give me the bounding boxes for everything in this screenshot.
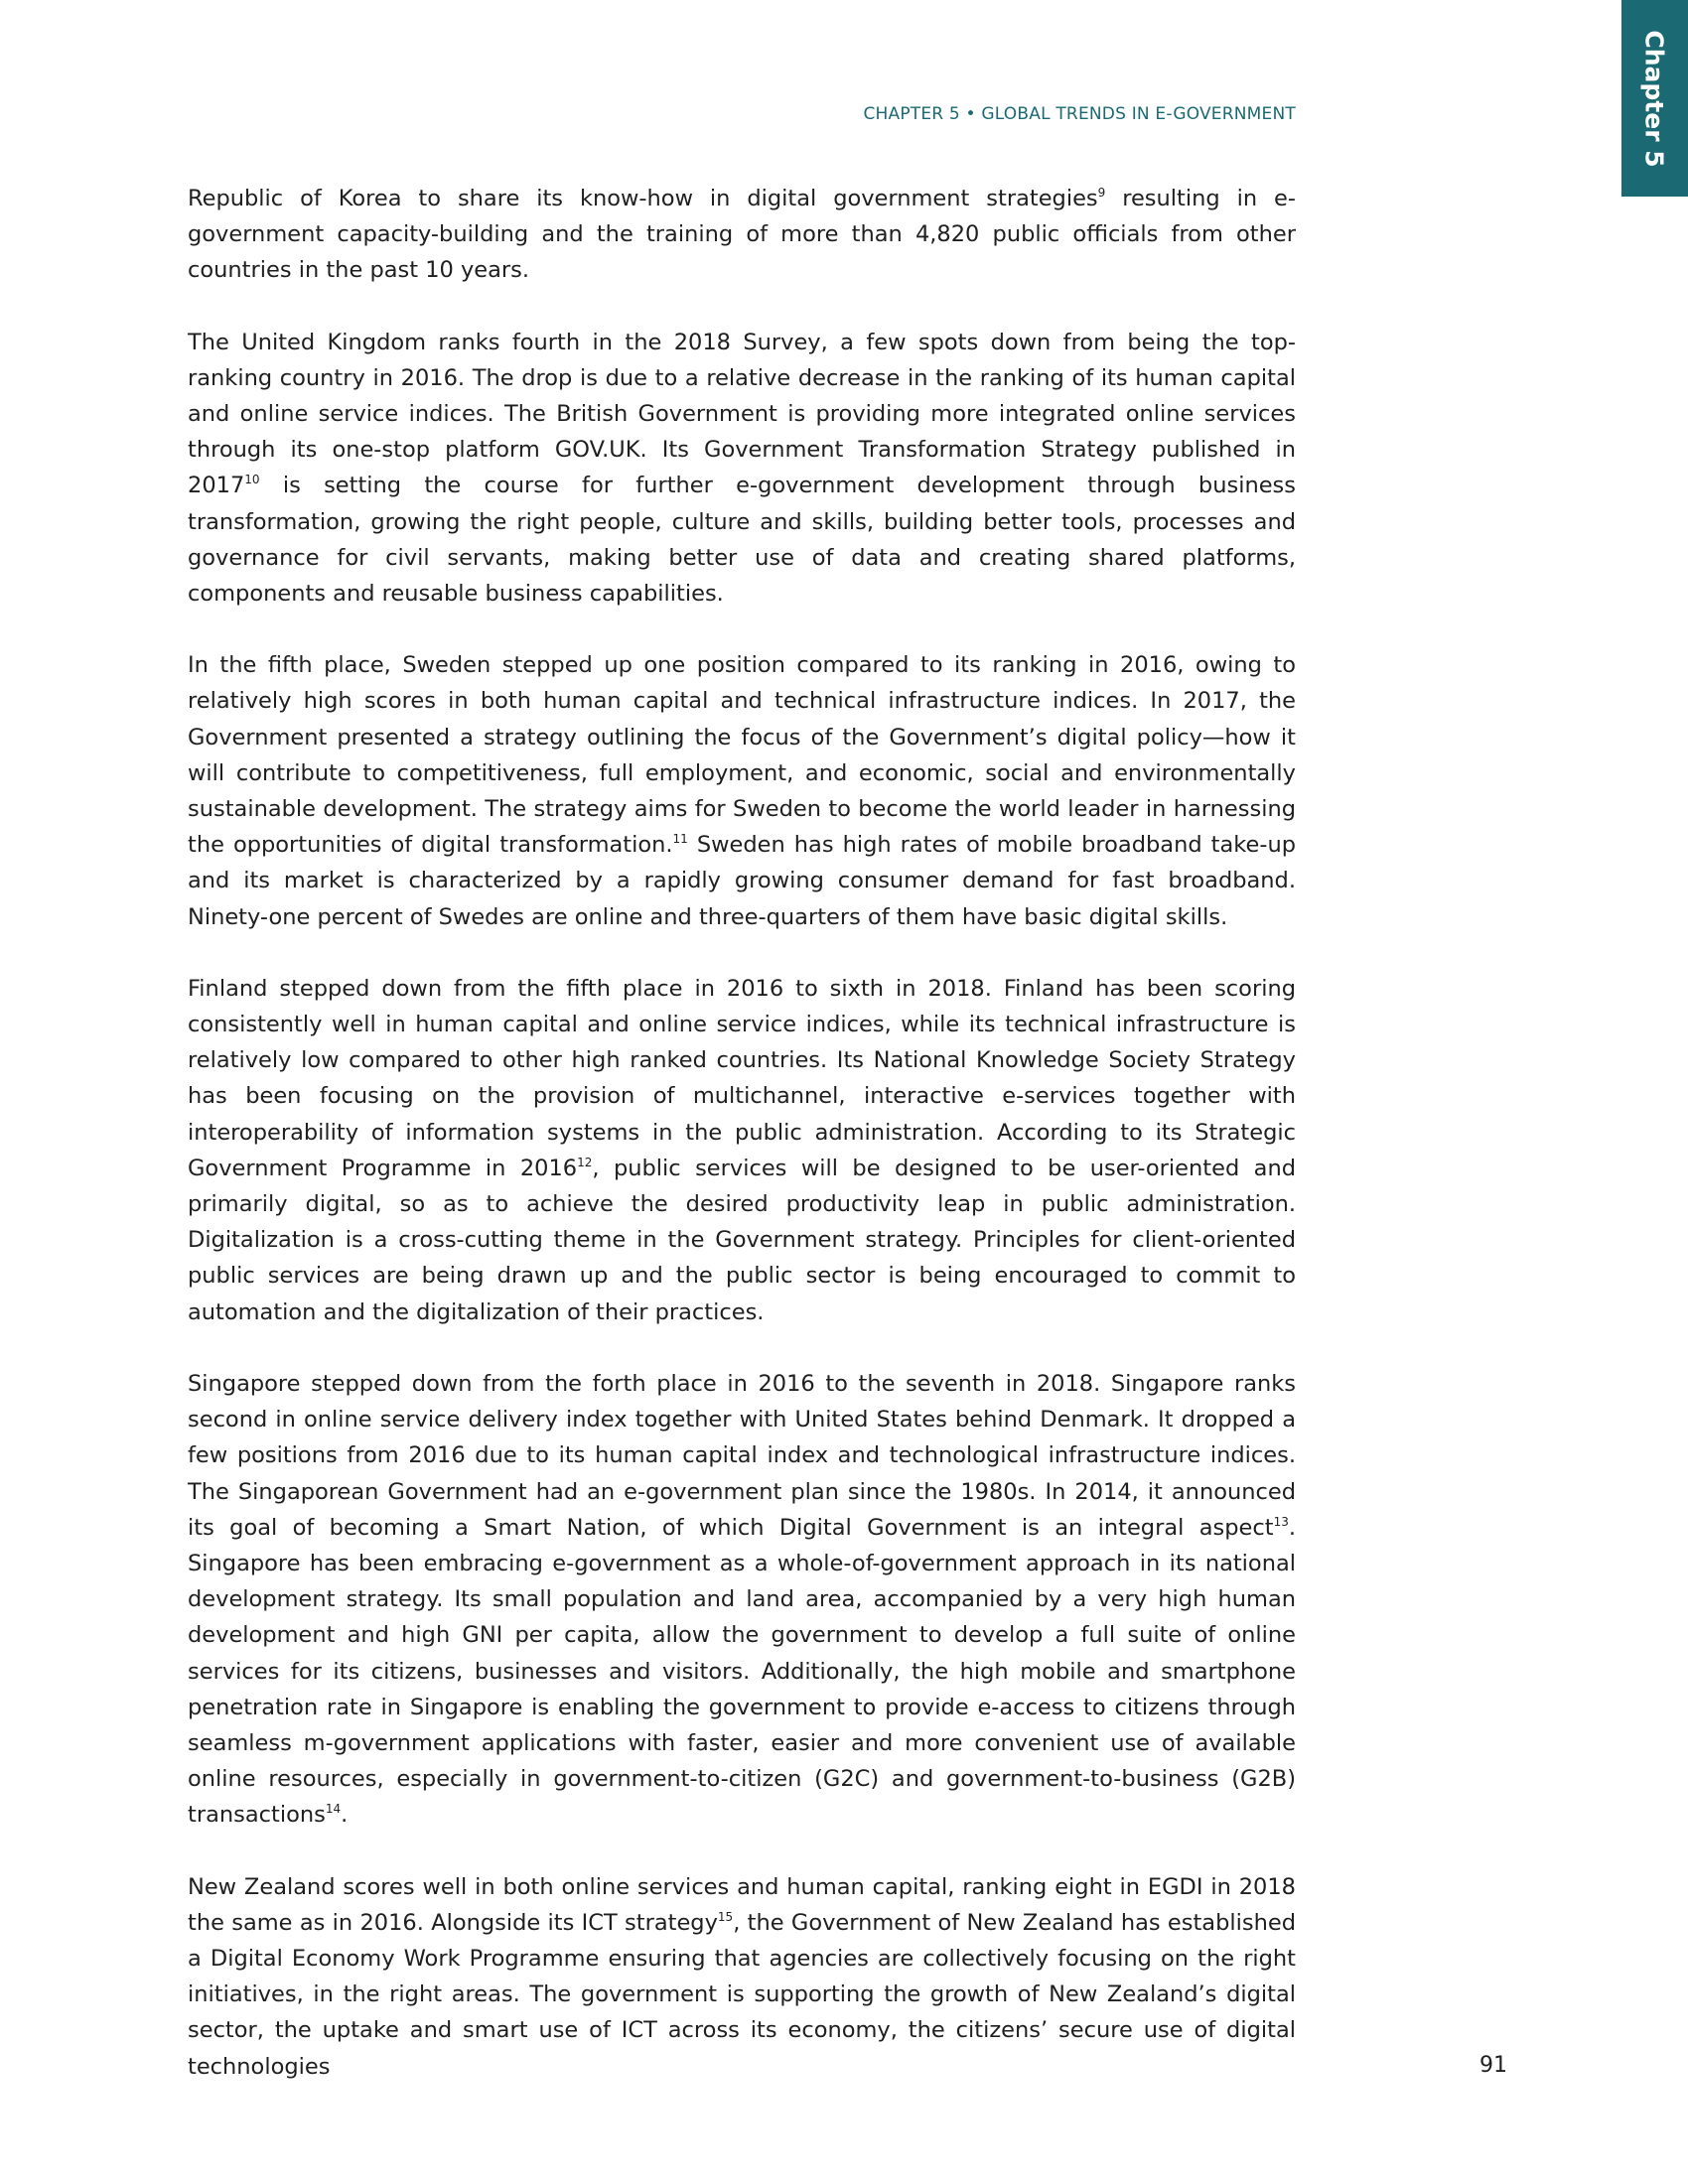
footnote-ref: 13 (1273, 1514, 1289, 1529)
footnote-ref: 14 (325, 1802, 342, 1817)
paragraph-text: resulting in e-government capacity-building and the training of more than 4,820 public officials from other countries in the past 10 years. (188, 186, 1296, 284)
paragraph-text: . (341, 1802, 349, 1829)
footnote-ref: 12 (577, 1155, 593, 1169)
paragraph-text: is setting the course for further e-government development through business transformation, growing the right people, culture and skills, building better tools, processes and governance for civil servants, making better use of data and creating shared platforms, components and reusable business capabilities. (188, 473, 1296, 608)
chapter-tab (1621, 0, 1688, 197)
paragraph-united-kingdom (188, 325, 1296, 613)
body-text (188, 181, 1296, 2120)
running-header: CHAPTER 5 • GLOBAL TRENDS IN E-GOVERNMENT (863, 104, 1296, 124)
page-number: 91 (1479, 2053, 1507, 2078)
paragraph-text: The United Kingdom ranks fourth in the 2018 Survey, a few spots down from being the top-ranking country in 2016. The drop is due to a relative decrease in the ranking of its human capital and online service indices. The British Government is providing more integrated online services through its one-stop platform GOV.UK. Its Government Transformation Strategy published in 2017 (188, 329, 1296, 499)
footnote-ref: 15 (717, 1909, 734, 1924)
footnote-ref: 10 (244, 473, 260, 487)
paragraph-text: , public services will be designed to be user-oriented and primarily digital, so as to achieve the desired productivity leap in public administration. Digitalization is a cross-cutting theme in the Government strategy. Principles for client-oriented public services are being drawn up and the public sector is being encouraged to commit to automation and the digitalization of their practices. (188, 1155, 1296, 1325)
paragraph-finland (188, 971, 1296, 1330)
paragraph-text: In the fifth place, Sweden stepped up one position compared to its ranking in 2016, owing to relatively high scores in both human capital and technical infrastructure indices. In 2017, the Government presented a strategy outlining the focus of the Government’s digital policy—how it will contribute to competitiveness, full employment, and economic, social and environmentally sustainable development. The strategy aims for Sweden to become the world leader in harnessing the opportunities of digital transformation. (188, 652, 1296, 859)
paragraph-text: Singapore stepped down from the forth place in 2016 to the seventh in 2018. Singapore ranks second in online service delivery index together with United States behind Denmark. It dropped a few positions from 2016 due to its human capital index and technological infrastructure indices. The Singaporean Government had an e-government plan since the 1980s. In 2014, it announced its goal of becoming a Smart Nation, of which Digital Government is an integral aspect (188, 1370, 1296, 1541)
paragraph-new-zealand (188, 1869, 1296, 2085)
footnote-ref: 9 (1097, 186, 1106, 200)
footnote-ref: 11 (672, 832, 688, 847)
paragraph-text: New Zealand scores well in both online services and human capital, ranking eight in EGDI in 2018 the same as in 2016. Alongside its ICT strategy (188, 1873, 1296, 1936)
paragraph-text: . Singapore has been embracing e-government as a whole-of-government approach in its national development strategy. Its small population and land area, accompanied by a very high human development and high GNI per capita, allow the government to develop a full suite of online services for its citizens, businesses and visitors. Additionally, the high mobile and smartphone penetration rate in Singapore is enabling the government to provide e-access to citizens through seamless m-government applications with faster, easier and more convenient use of available online resources, especially in government-to-citizen (G2C) and government-to-business (G2B) transactions (188, 1514, 1296, 1829)
paragraph-singapore (188, 1366, 1296, 1834)
paragraph-korea (188, 181, 1296, 289)
chapter-tab-label: Chapter 5 (1640, 29, 1669, 168)
paragraph-text: Republic of Korea to share its know-how in digital government strategies (188, 186, 1098, 211)
paragraph-text: , the Government of New Zealand has established a Digital Economy Work Programme ensuring that agencies are collectively focusing on the right initiatives, in the right areas. The government is supporting the growth of New Zealand’s digital sector, the uptake and smart use of ICT across its economy, the citizens’ secure use of digital technologies (188, 1909, 1296, 2080)
paragraph-sweden (188, 647, 1296, 935)
paragraph-text: Sweden has high rates of mobile broadband take-up and its market is characterized by a rapidly growing consumer demand for fast broadband. Ninety-one percent of Swedes are online and three-quarters of them have basic digital skills. (188, 832, 1296, 930)
paragraph-text: Finland stepped down from the fifth place in 2016 to sixth in 2018. Finland has been scoring consistently well in human capital and online service indices, while its technical infrastructure is relatively low compared to other high ranked countries. Its National Knowledge Society Strategy has been focusing on the provision of multichannel, interactive e-services together with interoperability of information systems in the public administration. According to its Strategic Government Programme in 2016 (188, 975, 1296, 1181)
